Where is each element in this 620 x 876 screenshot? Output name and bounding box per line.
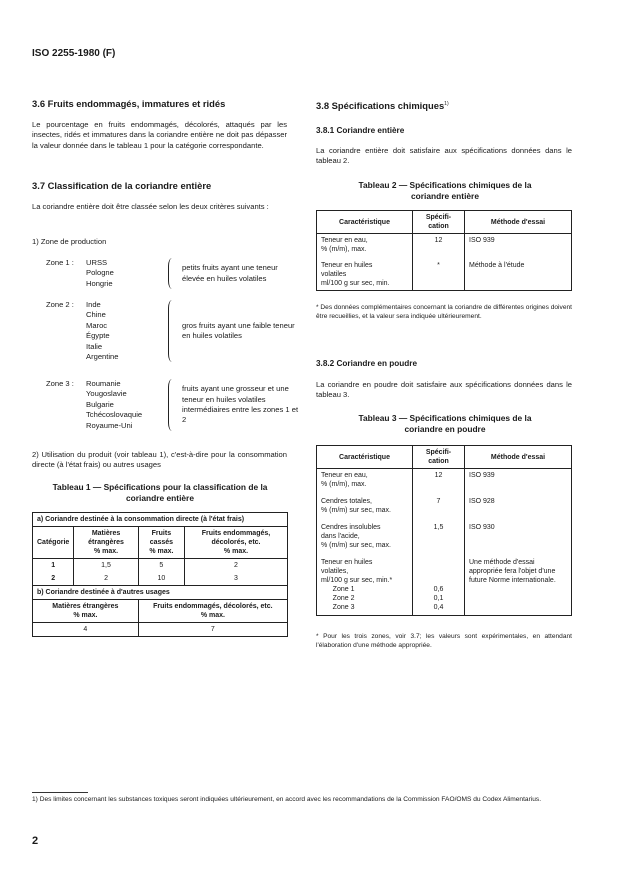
zone-label: Zone 1 :: [46, 258, 74, 267]
cell: 0,6 0,1 0,4: [413, 556, 465, 616]
cell: ISO 939: [465, 469, 572, 496]
cell: Une méthode d'essai appropriée fera l'objet d'une future Norme internationale.: [465, 556, 572, 616]
table-header: Caractéristique: [339, 218, 390, 226]
footnote-ref: 1): [444, 101, 449, 107]
section-3-7-heading: 3.7 Classification de la coriandre entière: [32, 180, 212, 191]
table-header: Méthode d'essai: [465, 211, 572, 234]
cell: Méthode à l'étude: [465, 259, 572, 291]
list-item-1: 1) Zone de production: [32, 237, 107, 246]
cell: 4: [83, 626, 88, 633]
section-3-7-text: La coriandre entière doit être classée selon les deux critères suivants :: [32, 202, 269, 211]
table-header: Spécifi- cation: [413, 211, 465, 234]
table-3: [316, 445, 572, 616]
cell: 5: [138, 559, 184, 573]
table-row: [317, 495, 572, 521]
cell: 10: [138, 572, 184, 586]
zone-2: [46, 300, 302, 362]
section-3-6-text: Le pourcentage en fruits endommagés, décolorés, attaqués par les insectes, ridés et immatures dans la coriandre entière ne doit pas dépasser la valeur donnée dans le tableau 1 pour la catégorie correspondante.: [32, 120, 287, 150]
table-2-footnote: * Des données complémentaires concernant la coriandre de différentes origines doivent être recueillies, et la valeur sera indiquée ultérieurement.: [316, 304, 572, 320]
table-2-title: Tableau 2 — Spécifications chimiques de la coriandre entière: [358, 180, 532, 201]
table-2: [316, 210, 572, 291]
cell: 12: [413, 234, 465, 260]
cell: 7: [138, 623, 287, 637]
zone-label: Zone 2 :: [46, 300, 74, 309]
heading-text: 3.8 Spécifications chimiques: [316, 100, 445, 112]
table-3-title: Tableau 3 — Spécifications chimiques de la coriandre en poudre: [358, 413, 532, 434]
table-header: Méthode d'essai: [465, 446, 572, 469]
table-header: Spécifi- cation: [413, 446, 465, 469]
cell: *: [413, 259, 465, 291]
brace: [168, 300, 176, 362]
table-header: Fruits endommagés, décolorés, etc. % max.: [184, 527, 287, 559]
cell: Teneur en eau, % (m/m), max.: [321, 472, 368, 488]
zone-description: fruits ayant une grosseur et une teneur en huiles volatiles intermédiaires entre les zones 1 et 2: [182, 384, 299, 425]
cell: Teneur en huiles volatiles, ml/100 g sur sec, min.* Zone 1 Zone 2 Zone 3: [321, 559, 393, 611]
section-3-8-1-text: La coriandre entière doit satisfaire aux spécifications données dans le tableau 2.: [316, 146, 572, 166]
cell: 2: [51, 575, 56, 582]
brace: [168, 258, 176, 289]
table-row: [33, 572, 288, 586]
table-header: Matières étrangères % max.: [74, 527, 138, 559]
table-header: Matières étrangères % max.: [52, 603, 119, 619]
table-section-b: b) Coriandre destinée à d'autres usages: [37, 589, 170, 596]
zone-label: Zone 3 :: [46, 379, 74, 388]
table-row: [317, 521, 572, 556]
cell: ISO 930: [465, 521, 572, 556]
cell: ISO 939: [465, 234, 572, 260]
section-3-8-heading: [316, 98, 449, 112]
cell: ISO 928: [465, 495, 572, 521]
table-row: [33, 559, 288, 573]
page-number: 2: [32, 835, 39, 847]
zone-countries: URSS Pologne Hongrie: [86, 258, 114, 288]
cell: Teneur en huiles volatiles ml/100 g sur sec, min.: [321, 262, 390, 287]
section-3-8-2-heading: 3.8.2 Coriandre en poudre: [316, 359, 418, 368]
zone-description: petits fruits ayant une teneur élevée en huiles volatiles: [182, 263, 278, 283]
table-row: [317, 234, 572, 260]
cell: 2: [74, 572, 138, 586]
table-header: Fruits cassés % max.: [138, 527, 184, 559]
table-row: [33, 623, 288, 637]
cell: 1,5: [74, 559, 138, 573]
page-footnote: 1) Des limites concernant les substances toxiques seront indiquées ultérieurement, en accord avec les recommandations de la Commission FAO/OMS du Codex Alimentarius.: [32, 796, 542, 803]
cell: 12: [413, 469, 465, 496]
cell: 7: [413, 495, 465, 521]
zone-3: [46, 379, 302, 431]
table-header: Catégorie: [37, 539, 70, 546]
zone-description: gros fruits ayant une faible teneur en huiles volatiles: [182, 320, 295, 341]
table-header: Fruits endommagés, décolorés, etc. % max.: [138, 600, 287, 623]
zone-countries: Roumanie Yougoslavie Bulgarie Tchécoslovaquie Royaume-Uni: [86, 379, 143, 430]
table-header: Caractéristique: [339, 453, 390, 461]
section-3-8-1-heading: 3.8.1 Coriandre entière: [316, 126, 405, 135]
table-3-footnote: * Pour les trois zones, voir 3.7; les valeurs sont expérimentales, en attendant l'élaboration d'une méthode appropriée.: [316, 633, 572, 649]
zone-1: [46, 258, 302, 289]
table-row: [317, 556, 572, 616]
cell: Teneur en eau, % (m/m), max.: [321, 237, 368, 253]
cell: 2: [184, 559, 287, 573]
zone-countries: Inde Chine Maroc Égypte Italie Argentine: [86, 300, 119, 362]
table-1-title: Tableau 1 — Spécifications pour la classification de la coriandre entière: [52, 482, 268, 503]
table-row: [317, 469, 572, 496]
table-section-a: a) Coriandre destinée à la consommation directe (à l'état frais): [37, 516, 245, 523]
cell: Cendres totales, % (m/m) sur sec, max.: [321, 498, 392, 514]
cell: 3: [184, 572, 287, 586]
table-1: [32, 512, 288, 637]
cell: Cendres insolubles dans l'acide, % (m/m) sur sec, max.: [321, 524, 392, 549]
section-3-8-2-text: La coriandre en poudre doit satisfaire aux spécifications données dans le tableau 3.: [316, 380, 572, 400]
cell: 1: [51, 562, 56, 569]
table-row: [317, 259, 572, 291]
footnote-rule: [32, 792, 88, 793]
cell: 1,5: [413, 521, 465, 556]
section-3-6-heading: 3.6 Fruits endommagés, immatures et ridés: [32, 98, 226, 109]
document-header: ISO 2255-1980 (F): [32, 48, 116, 59]
list-item-2: 2) Utilisation du produit (voir tableau 1), c'est-à-dire pour la consommation directe (à l'état frais) ou autres usages: [32, 450, 287, 470]
brace: [168, 379, 176, 431]
